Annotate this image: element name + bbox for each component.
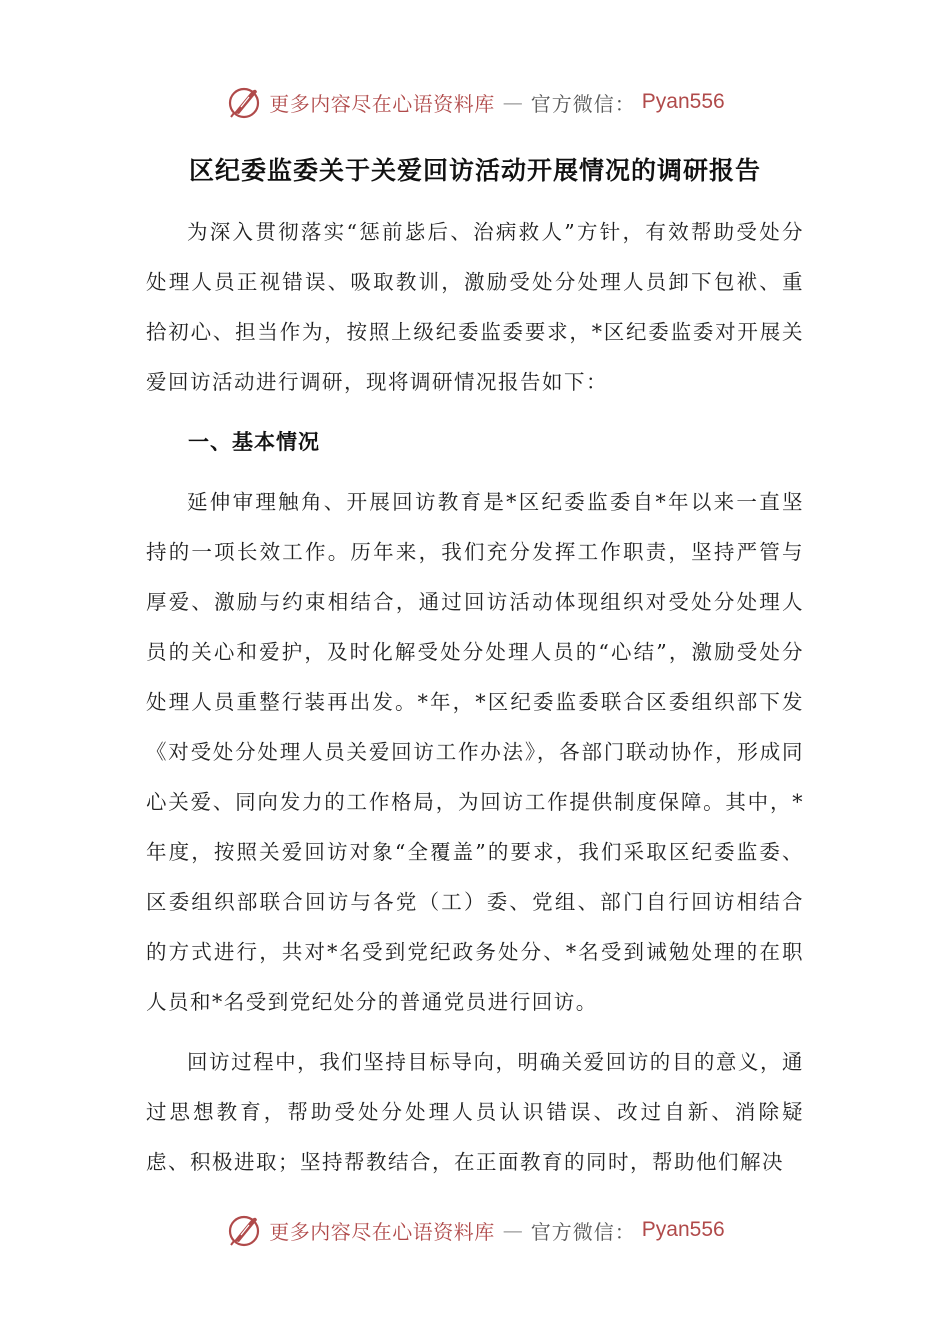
quill-pen-logo-icon — [225, 83, 263, 121]
footer-watermark-banner — [0, 1208, 950, 1252]
section1-paragraph-1: 延伸审理触角、开展回访教育是*区纪委监委自*年以来一直坚持的一项长效工作。历年来，我们充分发挥工作职责，坚持严管与厚爱、激励与约束相结合，通过回访活动体现组织对受处分处理人员的关心和爱护，及时化解受处分处理人员的“心结”，激励受处分处理人员重整行装再出发。*年，*区纪委监委联合区委组织部下发《对受处分处理人员关爱回访工作办法》，各部门联动协作，形成同心关爱、同向发力的工作格局，为回访工作提供制度保障。其中，*年度，按照关爱回访对象“全覆盖”的要求，我们采取区纪委监委、区委组织部联合回访与各党（工）委、党组、部门自行回访相结合的方式进行，共对*名受到党纪政务处分、*名受到诫勉处理的在职人员和*名受到党纪处分的普通党员进行回访。 — [146, 490, 804, 1014]
intro-paragraph: 为深入贯彻落实“惩前毖后、治病救人”方针，有效帮助受处分处理人员正视错误、吸取教训，激励受处分处理人员卸下包袱、重拾初心、担当作为，按照上级纪委监委要求，*区纪委监委对开展关爱回访活动进行调研，现将调研情况报告如下： — [146, 220, 804, 394]
banner-text: 更多内容尽在心语资料库 — [269, 91, 495, 116]
document-body — [146, 207, 804, 1187]
banner-wechat-id: Pyan556 — [641, 1218, 725, 1241]
banner-separator: — — [502, 1218, 523, 1242]
quill-pen-logo-icon — [225, 1211, 263, 1249]
banner-separator: — — [502, 90, 523, 114]
banner-wechat-id: Pyan556 — [641, 90, 725, 113]
banner-text: 更多内容尽在心语资料库 — [269, 1219, 495, 1244]
banner-wechat-label: 官方微信： — [530, 1219, 636, 1244]
section-heading-basic-situation: 一、基本情况 — [188, 429, 320, 454]
banner-content — [225, 83, 724, 121]
document-title: 区纪委监委关于关爱回访活动开展情况的调研报告 — [188, 156, 761, 185]
section1-paragraph-2: 回访过程中，我们坚持目标导向，明确关爱回访的目的意义，通过思想教育，帮助受处分处理人员认识错误、改过自新、消除疑虑、积极进取；坚持帮教结合，在正面教育的同时，帮助他们解决 — [146, 1050, 804, 1174]
banner-wechat-label: 官方微信： — [530, 91, 636, 116]
header-watermark-banner — [0, 80, 950, 124]
banner-content — [225, 1211, 724, 1249]
